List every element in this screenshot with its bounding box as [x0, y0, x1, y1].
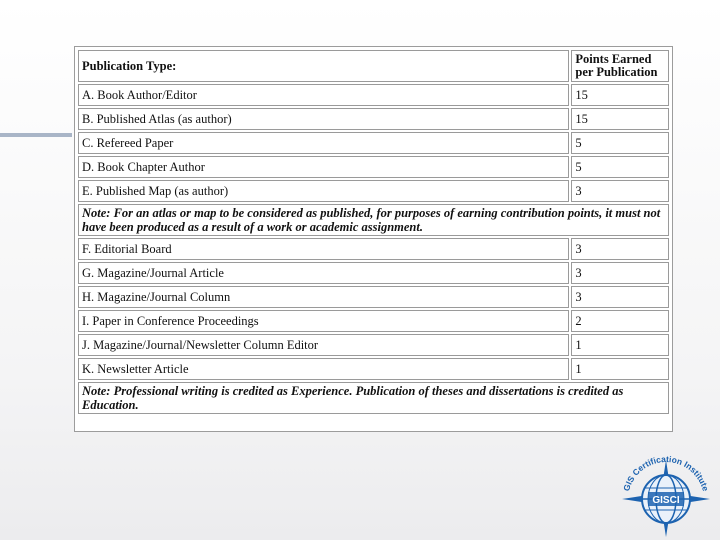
header-points-earned	[571, 50, 669, 82]
points-cell: 15	[571, 84, 669, 106]
publication-type-cell: D. Book Chapter Author	[78, 156, 569, 178]
publication-type-cell: K. Newsletter Article	[78, 358, 569, 380]
table-header-row	[78, 50, 669, 82]
note-row	[78, 382, 669, 414]
header-publication-type: Publication Type:	[78, 50, 569, 82]
table-row	[78, 238, 669, 260]
note-professional-writing: Note: Professional writing is credited as Experience. Publication of theses and dissertations is credited as Education.	[78, 382, 669, 414]
note-row	[78, 204, 669, 236]
table-row	[78, 262, 669, 284]
points-cell: 1	[571, 358, 669, 380]
publication-type-cell: J. Magazine/Journal/Newsletter Column Editor	[78, 334, 569, 356]
publication-type-cell: B. Published Atlas (as author)	[78, 108, 569, 130]
publication-type-cell: G. Magazine/Journal Article	[78, 262, 569, 284]
points-cell: 15	[571, 108, 669, 130]
publication-points-table	[76, 48, 671, 416]
table-row	[78, 334, 669, 356]
points-cell: 3	[571, 238, 669, 260]
table-row	[78, 84, 669, 106]
header-points-line1: Points Earned	[575, 52, 652, 66]
slide-accent-bar	[0, 133, 72, 137]
table-row	[78, 132, 669, 154]
table-row	[78, 286, 669, 308]
publication-type-cell: H. Magazine/Journal Column	[78, 286, 569, 308]
points-cell: 1	[571, 334, 669, 356]
table-row	[78, 108, 669, 130]
logo-name: GIS Certification Institute	[621, 453, 711, 493]
note-atlas-map: Note: For an atlas or map to be considered as published, for purposes of earning contribution points, it must not have been produced as a result of a work or academic assignment.	[78, 204, 669, 236]
table-row	[78, 358, 669, 380]
points-cell: 2	[571, 310, 669, 332]
table-row	[78, 180, 669, 202]
publication-type-cell: A. Book Author/Editor	[78, 84, 569, 106]
publication-type-cell: C. Refereed Paper	[78, 132, 569, 154]
points-cell: 3	[571, 286, 669, 308]
table-row	[78, 156, 669, 178]
header-points-line2: per Publication	[575, 65, 658, 79]
gisci-logo	[614, 442, 718, 538]
publication-points-table-frame	[74, 46, 673, 432]
publication-type-cell: E. Published Map (as author)	[78, 180, 569, 202]
points-cell: 5	[571, 156, 669, 178]
points-cell: 3	[571, 180, 669, 202]
points-cell: 5	[571, 132, 669, 154]
publication-type-cell: F. Editorial Board	[78, 238, 569, 260]
table-row	[78, 310, 669, 332]
globe-icon	[642, 475, 690, 523]
publication-type-cell: I. Paper in Conference Proceedings	[78, 310, 569, 332]
logo-initials: GISCI	[652, 495, 680, 506]
points-cell: 3	[571, 262, 669, 284]
